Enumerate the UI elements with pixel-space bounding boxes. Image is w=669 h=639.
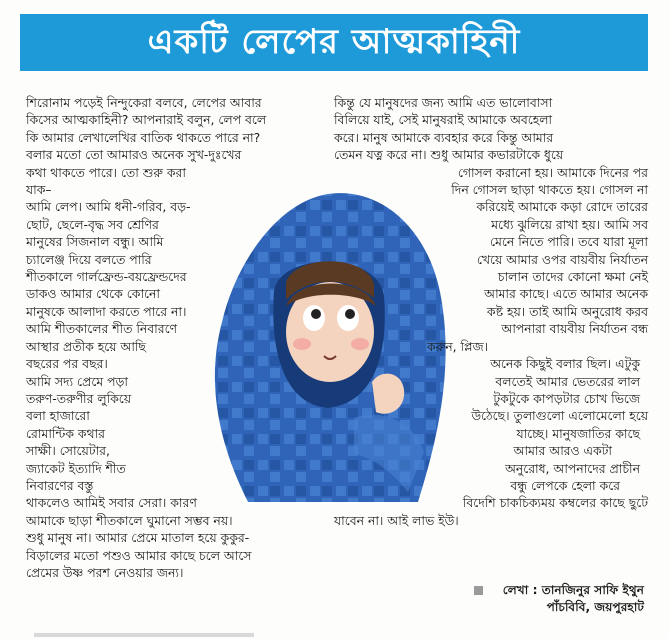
text-line: আমাকে ছাড়া শীতকালে ঘুমানো সম্ভব নয়। [26, 512, 233, 528]
text-line: আমি শীতকালের শীত নিবারণে [26, 321, 178, 337]
text-line: আস্থার প্রতীক হয়ে আছি [26, 338, 146, 354]
text-line: চ্যালেঞ্জ দিয়ে বলতে পারি [26, 251, 152, 267]
text-line: গোসল করানো হয়। আমাকে দিনের পর [457, 164, 648, 180]
text-line: আমার কাছে। এতে আমার অনেক [484, 286, 648, 302]
text-line: যাক– [26, 182, 52, 198]
byline-author [400, 582, 644, 599]
text-line: বলতেই আমার ভেতরের লাল [495, 373, 640, 389]
text-line: বিদেশি চাকচিক্যময় কম্বলের কাছে ছুটে [462, 495, 648, 511]
text-line: ছোট, ছেলে-বৃদ্ধ সব শ্রেণির [26, 216, 159, 232]
text-line: করিয়েই আমাকে কড়া রোদে তারের [476, 199, 648, 215]
text-line: থাকলেও আমিই সবার সেরা। কারণ [26, 495, 197, 511]
author-name: লেখা : তানজিনুর সাফি ইথুন [502, 583, 644, 597]
byline [400, 582, 644, 616]
text-line: যাবেন না। আই লাভ ইউ। [334, 512, 459, 528]
text-line: বলার মতো তো আমারও অনেক সুখ-দুঃখের [26, 147, 242, 163]
text-line: মানুষের সিজনাল বন্ধু। আমি [26, 234, 164, 250]
text-line: কিসের আত্মকাহিনী? আপনারাই বলুন, লেপ বলে [26, 112, 267, 128]
text-line: আপনারা বায়বীয় নির্যাতন বন্ধ [501, 321, 648, 337]
text-line: ডাকও আমার থেকে কোনো [26, 286, 161, 302]
text-line: কি আমার লেখালেখির বাতিক থাকতে পারে না? [26, 129, 261, 145]
text-line: শুধু মানুষ না। আমার প্রেমে মাতাল হয়ে কুকুর- [26, 530, 250, 546]
article-column-left [26, 94, 330, 581]
text-line: জ্যাকেট ইত্যাদি শীত [26, 460, 126, 476]
bottom-divider [34, 633, 254, 637]
text-line: শিরোনাম পড়েই নিন্দুকেরা বলবে, লেপের আবার [26, 95, 262, 110]
text-line: বিড়ালের মতো পশুও আমার কাছে চলে আসে [26, 547, 252, 563]
text-line: মানুষকে আলাদা করতে পারে না। [26, 303, 187, 319]
text-line: করুন, প্লিজ। [427, 338, 488, 354]
text-line: রোমান্টিক কথার [26, 425, 105, 441]
text-line: নিবারণের বস্তু [26, 477, 94, 493]
text-line: চালান তাদের কোনো ক্ষমা নেই [497, 269, 648, 285]
text-line: দিন গোসল ছাড়া থাকতে হয়। গোসল না [451, 182, 648, 198]
text-line: শীতকালে গার্লফ্রেন্ড-বয়ফ্রেন্ডদের [26, 269, 187, 285]
text-line: অনেক কিছুই বলার ছিল। এটুকু [490, 356, 640, 372]
text-line: আমি লেপ। আমি ধনী-গরিব, বড়- [26, 199, 191, 215]
text-line: আমার আরও একটা [513, 443, 612, 459]
text-line: কষ্ট হয়। তাই আমি অনুরোধ করব [486, 303, 648, 319]
text-line: মধ্যে ঝুলিয়ে রাখা হয়। আমি সব [491, 216, 648, 232]
text-line: অনুরোধ, আপনাদের প্রাচীন [505, 460, 640, 476]
text-line: প্রেমের উষ্ণ পরশ নেওয়ার জন্য। [26, 564, 184, 580]
square-bullet-icon [474, 586, 483, 595]
text-line: যাচ্ছে। মানুষজাতির কাছে [516, 425, 640, 441]
text-line: উঠেছে। তুলাগুলো এলোমেলো হয়ে [471, 408, 648, 424]
page-title: একটি লেপের আত্মকাহিনী [147, 22, 521, 62]
text-line: বিলিয়ে যাই, সেই মানুষরাই আমাকে অবহেলা [334, 112, 553, 128]
text-line: খেয়ে আমার ওপর বায়বীয় নির্যাতন [476, 251, 648, 267]
text-line: তেমন যত্ন করে না। শুধু আমার কভারটাকে ধুয়ে [334, 147, 564, 163]
text-line: মেনে নিতে পারি। তবে যারা মূলা [489, 234, 648, 250]
text-line: টুকটুকে কাপড়টার চোখ ভিজে [493, 390, 640, 406]
text-line: তরুণ-তরুণীর লুকিয়ে [26, 390, 132, 406]
article-column-right [334, 94, 648, 529]
text-line: কিন্তু যে মানুষদের জন্য আমি এত ভালোবাসা [334, 95, 553, 110]
text-line: করে। মানুষ আমাকে ব্যবহার করে কিন্তু আমার [334, 129, 554, 145]
text-line: বন্ধু লেপকে হেলা করে [510, 477, 620, 493]
text-line: সাক্ষী। সোয়েটার, [26, 443, 110, 459]
text-line: কথা থাকতে পারে। তো শুরু করা [26, 164, 186, 180]
text-line: আমি সদ্য প্রেমে পড়া [26, 373, 128, 389]
byline-place: পাঁচবিবি, জয়পুরহাট [546, 600, 644, 614]
text-line: বছরের পর বছর। [26, 356, 108, 372]
text-line: বলা হাজারো [26, 408, 90, 424]
title-banner [20, 14, 648, 71]
